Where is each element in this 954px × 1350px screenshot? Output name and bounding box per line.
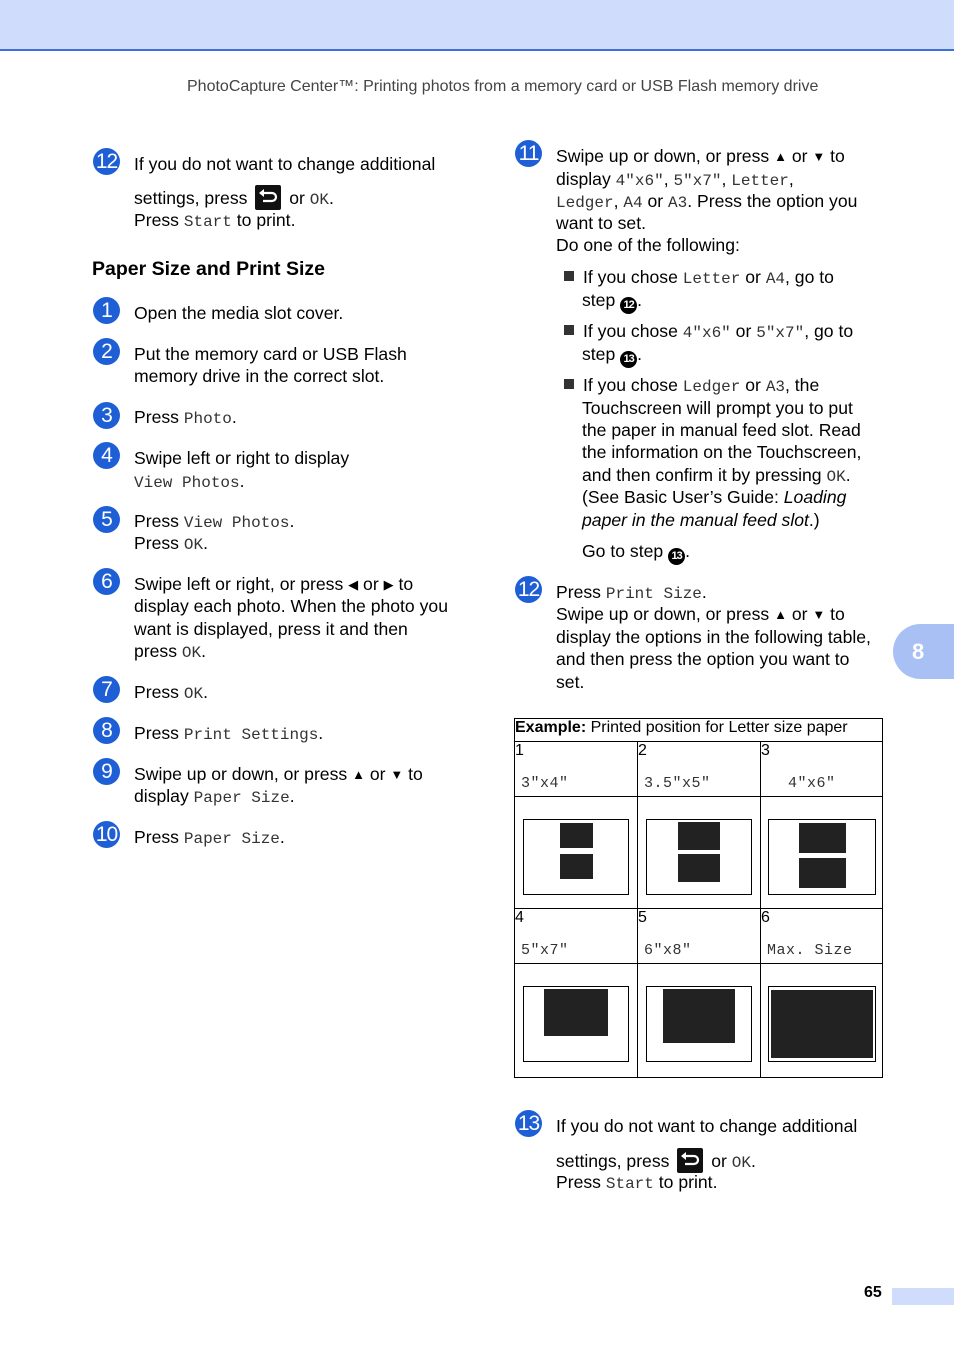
photo-block <box>560 854 593 879</box>
step-text: If you do not want to change additional <box>134 154 436 174</box>
top-banner <box>0 0 954 51</box>
layout-preview <box>761 797 883 909</box>
step-number-badge: 13 <box>515 1110 542 1137</box>
size-cell: 5 6"x8" <box>638 909 761 964</box>
step-text: Press Print Size. <box>556 582 707 603</box>
step-text: Swipe up or down, or press ▲ or ▼ to <box>556 603 845 627</box>
step-number-badge: 2 <box>93 338 120 365</box>
photo-block <box>799 823 846 853</box>
step-text: If you do not want to change additional <box>556 1116 858 1136</box>
bullet-item: step 13 . <box>582 343 642 368</box>
table-caption: Example: Printed position for Letter size paper <box>515 719 883 742</box>
photo-block <box>771 990 873 1058</box>
step-text: Press Photo. <box>134 407 237 428</box>
step-text: Press Paper Size. <box>134 827 285 848</box>
section-title: Paper Size and Print Size <box>92 258 325 280</box>
step-text: want to set. <box>556 213 646 233</box>
size-cell: 3 4"x6" <box>761 742 883 797</box>
down-arrow-icon: ▼ <box>812 607 826 622</box>
step-text: display 4"x6", 5"x7", Letter, <box>556 169 794 190</box>
step-number-badge: 12 <box>93 148 120 175</box>
photo-block <box>799 858 846 888</box>
photo-block <box>544 989 608 1036</box>
step-text: display the options in the following table, <box>556 627 871 647</box>
layout-preview <box>638 797 761 909</box>
step-number-badge: 6 <box>93 568 120 595</box>
photo-block <box>663 989 735 1043</box>
step-number-badge: 5 <box>93 506 120 533</box>
bullet-item: Go to step 13 . <box>582 540 690 565</box>
back-icon <box>255 185 281 210</box>
step-text: Open the media slot cover. <box>134 303 344 323</box>
step-number-badge: 7 <box>93 676 120 703</box>
bullet-item: If you chose Letter or A4, go to <box>564 266 834 291</box>
photo-block <box>678 822 720 850</box>
bullet-item: the information on the Touchscreen, <box>582 442 862 462</box>
step-text: Press OK. <box>134 682 208 703</box>
step-text: Press Print Settings. <box>134 723 324 744</box>
step-text: memory drive in the correct slot. <box>134 366 385 386</box>
step-text: settings, press or OK. <box>556 1148 756 1175</box>
step-text: display each photo. When the photo you <box>134 596 448 616</box>
down-arrow-icon: ▼ <box>390 767 404 782</box>
step-number-badge: 3 <box>93 402 120 429</box>
paper-frame <box>523 819 629 895</box>
step-text: Swipe up or down, or press ▲ or ▼ to <box>556 145 845 169</box>
step-text: Swipe up or down, or press ▲ or ▼ to <box>134 763 423 787</box>
layout-preview <box>638 964 761 1078</box>
bullet-item: (See Basic User’s Guide: Loading <box>582 487 847 507</box>
bullet-item: the paper in manual feed slot. Read <box>582 420 861 440</box>
size-cell: 1 3"x4" <box>515 742 638 797</box>
step-number-badge: 10 <box>93 821 120 848</box>
layout-preview <box>761 964 883 1078</box>
up-arrow-icon: ▲ <box>774 607 787 622</box>
page-header: PhotoCapture Center™: Printing photos from a memory card or USB Flash memory drive <box>187 78 819 95</box>
step-ref-badge: 13 <box>668 548 685 565</box>
page-number: 65 <box>864 1284 882 1301</box>
step-text: Press Start to print. <box>134 210 296 231</box>
layout-preview <box>515 797 638 909</box>
paper-frame <box>523 986 629 1062</box>
layout-preview <box>515 964 638 1078</box>
step-text: Do one of the following: <box>556 235 740 255</box>
paper-frame <box>646 986 752 1062</box>
step-text: Press OK. <box>134 533 208 554</box>
up-arrow-icon: ▲ <box>774 149 787 164</box>
step-text: set. <box>556 672 585 692</box>
step-number-badge: 1 <box>93 297 120 324</box>
bullet-item: If you chose Ledger or A3, the <box>564 374 819 399</box>
bullet-square <box>564 271 574 281</box>
step-text: Ledger, A4 or A3. Press the option you <box>556 191 858 212</box>
bullet-item: Touchscreen will prompt you to put <box>582 398 853 418</box>
step-text: Press View Photos. <box>134 511 295 532</box>
bullet-item: If you chose 4"x6" or 5"x7", go to <box>564 320 853 345</box>
photo-block <box>560 823 593 848</box>
step-number-badge: 11 <box>515 140 542 167</box>
step-number-badge: 4 <box>93 442 120 469</box>
bullet-square <box>564 379 574 389</box>
bullet-item: step 12 . <box>582 289 642 314</box>
step-text: press OK. <box>134 641 207 662</box>
size-cell: 4 5"x7" <box>515 909 638 964</box>
photo-block <box>678 854 720 882</box>
step-text: Put the memory card or USB Flash <box>134 344 407 364</box>
down-arrow-icon: ▼ <box>812 149 826 164</box>
right-arrow-icon: ▶ <box>383 577 394 592</box>
paper-frame <box>768 986 876 1062</box>
step-number-badge: 9 <box>93 758 120 785</box>
step-ref-badge: 12 <box>620 297 637 314</box>
step-text: settings, press or OK. <box>134 185 334 212</box>
step-text: display Paper Size. <box>134 786 295 807</box>
step-number-badge: 8 <box>93 717 120 744</box>
size-cell: 2 3.5"x5" <box>638 742 761 797</box>
paper-frame <box>768 819 876 895</box>
size-cell: 6 Max. Size <box>761 909 883 964</box>
step-text: Swipe left or right, or press ◀ or ▶ to <box>134 573 413 597</box>
back-icon <box>677 1148 703 1173</box>
paper-frame <box>646 819 752 895</box>
chapter-tab: 8 <box>893 624 954 679</box>
page-number-bar <box>892 1288 954 1305</box>
up-arrow-icon: ▲ <box>352 767 365 782</box>
step-number-badge: 12 <box>515 576 542 603</box>
step-text: and then press the option you want to <box>556 649 850 669</box>
step-text: Swipe left or right to display <box>134 448 350 468</box>
bullet-square <box>564 325 574 335</box>
print-position-table <box>514 718 883 1078</box>
step-text: View Photos. <box>134 471 245 492</box>
step-ref-badge: 13 <box>620 351 637 368</box>
step-text: want is displayed, press it and then <box>134 619 408 639</box>
left-arrow-icon: ◀ <box>348 577 359 592</box>
bullet-item: and then confirm it by pressing OK. <box>582 465 851 486</box>
step-text: Press Start to print. <box>556 1172 718 1193</box>
bullet-item: paper in the manual feed slot.) <box>582 510 820 530</box>
